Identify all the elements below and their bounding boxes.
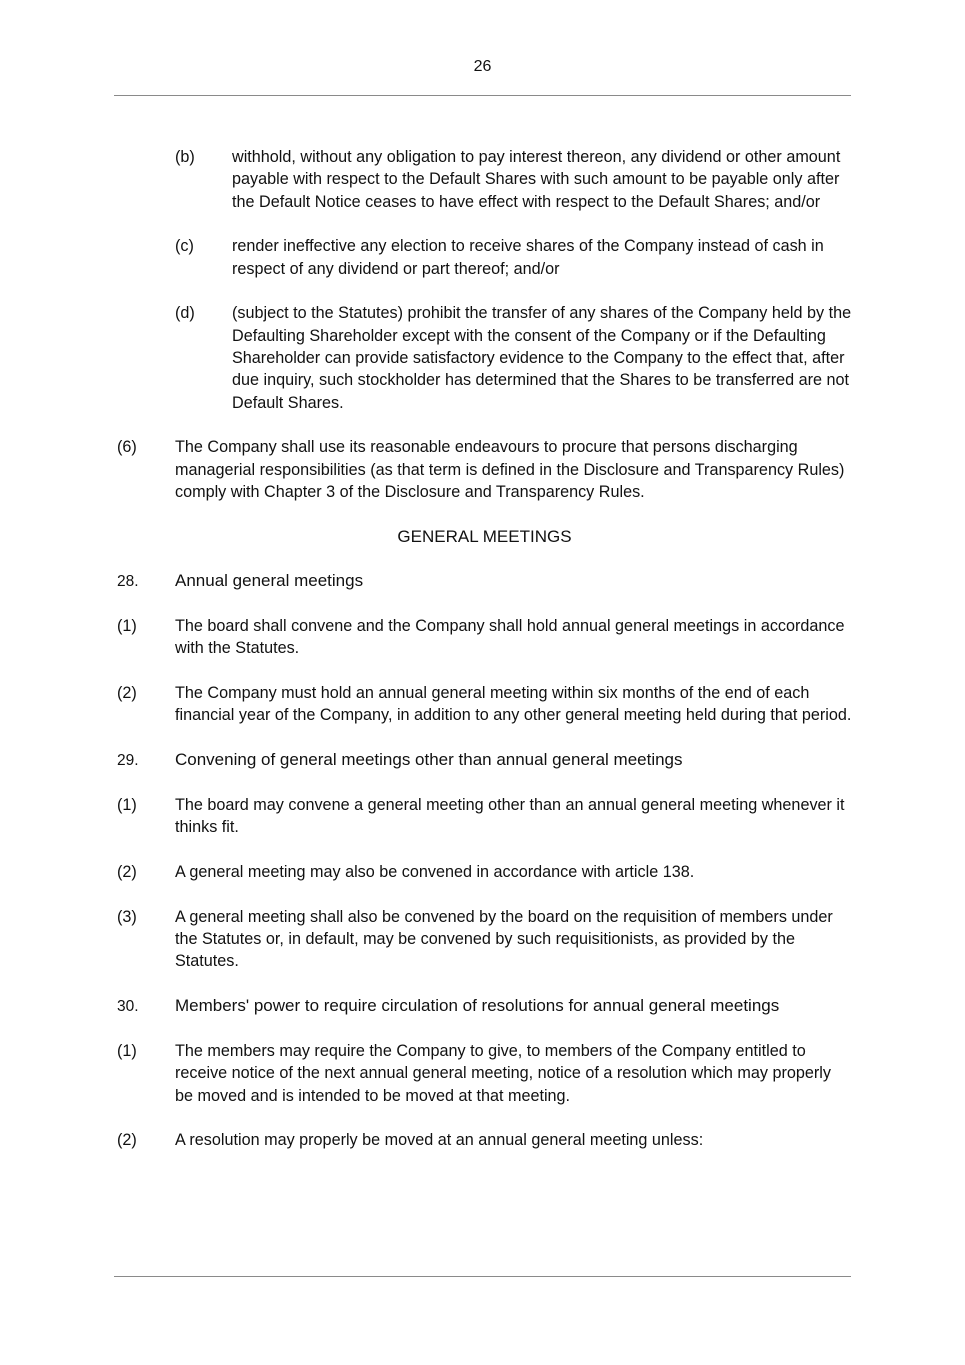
article-28-heading (117, 570, 852, 592)
sub-item-number: (d) (175, 304, 195, 323)
article-28-para-1 (117, 615, 852, 660)
page-number: 26 (473, 58, 492, 75)
article-number: 28. (117, 573, 139, 591)
paragraph-number: (2) (117, 863, 137, 882)
article-29-para-1 (117, 794, 852, 839)
paragraph-number: (1) (117, 616, 137, 635)
paragraph-text: The Company shall use its reasonable endeavours to procure that persons discharging managerial responsibilities (as that term is defined in the Disclosure and Transparency Rules) comply with Chapter 3 of the Disclosure and Transparency Rules. (175, 438, 845, 502)
sub-item-b (117, 146, 852, 213)
sub-item-c (117, 235, 852, 280)
footer-rule (114, 1276, 851, 1277)
paragraph-text: The board may convene a general meeting other than an annual general meeting whenever it thinks fit. (175, 795, 845, 837)
paragraph-text: The members may require the Company to give, to members of the Company entitled to receive notice of the next annual general meeting, notice of a resolution which may properly be moved and is intended to be moved at that meeting. (175, 1042, 831, 1105)
sub-item-text: (subject to the Statutes) prohibit the transfer of any shares of the Company held by the Defaulting Shareholder except with the consent of the Company or if the Defaulting Shareholder can provide satisfactory evidence to the Company to the effect that, after due inquiry, such stockholder has determined that the Shares to be transferred are not Default Shares. (232, 304, 852, 412)
paragraph-text: The Company must hold an annual general meeting within six months of the end of each financial year of the Company, in addition to any other general meeting held during that period. (175, 684, 852, 725)
document-body (117, 146, 852, 1174)
sub-item-number: (b) (175, 148, 195, 166)
paragraph-number: (1) (117, 795, 137, 814)
section-heading: GENERAL MEETINGS (397, 526, 572, 546)
article-30-para-2 (117, 1129, 852, 1151)
paragraph-text: A resolution may properly be moved at an annual general meeting unless: (175, 1131, 704, 1150)
paragraph-text: A general meeting may also be convened in accordance with article 138. (175, 863, 695, 882)
paragraph-number: (6) (117, 438, 137, 457)
article-29-heading (117, 749, 852, 771)
sub-item-text: withhold, without any obligation to pay interest thereon, any dividend or other amount payable with respect to the Default Shares with such amount to be payable only after the Default Notice ceases to have effect with respect to the Default Shares; and/or (232, 148, 841, 211)
article-30-heading (117, 995, 852, 1017)
article-30-para-1 (117, 1040, 852, 1107)
sub-item-text: render ineffective any election to receive shares of the Company instead of cash in respect of any dividend or part thereof; and/or (232, 237, 824, 278)
article-28-para-2 (117, 682, 852, 727)
paragraph-number: (1) (117, 1042, 137, 1061)
paragraph-number: (2) (117, 684, 137, 703)
sub-item-d (117, 302, 852, 413)
paragraph-number: (3) (117, 907, 137, 926)
paragraph-text: The board shall convene and the Company shall hold annual general meetings in accordance with the Statutes. (175, 616, 845, 658)
article-title: Convening of general meetings other than annual general meetings (175, 750, 683, 770)
sub-item-number: (c) (175, 237, 194, 256)
article-title: Members' power to require circulation of resolutions for annual general meetings (175, 996, 780, 1016)
article-29-para-3 (117, 906, 852, 973)
article-number: 29. (117, 752, 139, 770)
article-number: 30. (117, 998, 139, 1016)
header-rule (114, 95, 851, 96)
article-title: Annual general meetings (175, 571, 364, 591)
paragraph-text: A general meeting shall also be convened by the board on the requisition of members under the Statutes or, in default, may be convened by such requisitionists, as provided by the Statutes. (175, 907, 833, 971)
paragraph-number: (2) (117, 1131, 137, 1150)
article-29-para-2 (117, 861, 852, 883)
paragraph-6 (117, 436, 852, 503)
